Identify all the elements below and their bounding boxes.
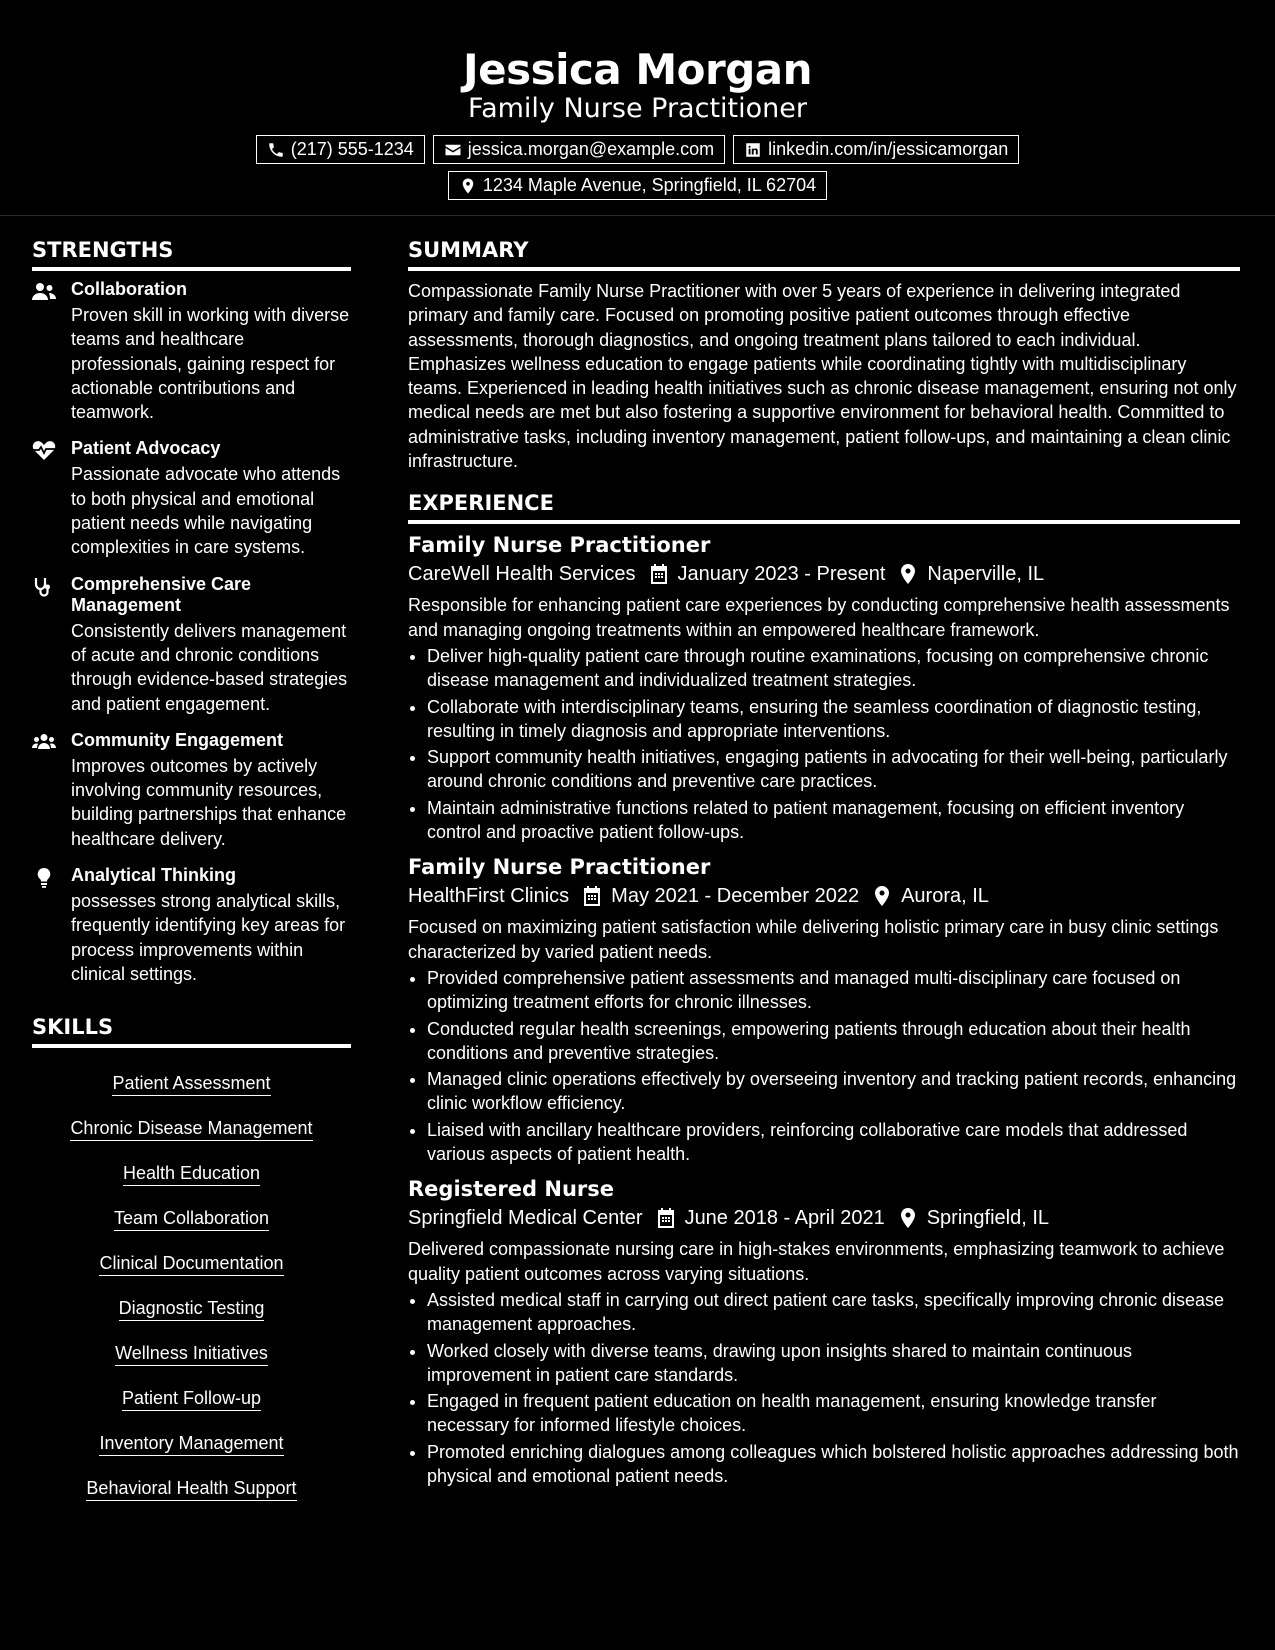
- email-contact[interactable]: [433, 135, 725, 164]
- right-column: [408, 235, 1240, 1498]
- job-bullet: • Worked closely with diverse teams, drawing upon insights shared to maintain continuous improvement in patient care standards.: [427, 1339, 1240, 1388]
- job-bullet: • Collaborate with interdisciplinary teams, ensuring the seamless coordination of diagnostic testing, resulting in timely diagnosis and appropriate interventions.: [427, 695, 1240, 744]
- address-contact[interactable]: [448, 171, 827, 200]
- users-icon: [32, 282, 56, 302]
- stethoscope-icon: [32, 577, 56, 597]
- phone-icon: [267, 141, 285, 159]
- people-group-icon: [32, 733, 56, 753]
- strength-title: Analytical Thinking: [71, 865, 237, 886]
- job-bullet: • Provided comprehensive patient assessments and managed multi-disciplinary care focused on optimizing treatment efforts for chronic illnesses.: [427, 966, 1240, 1015]
- candidate-name: Jessica Morgan: [462, 45, 813, 94]
- map-pin-icon: [899, 564, 917, 584]
- job-description: Focused on maximizing patient satisfaction while delivering holistic primary care in busy clinic settings characterized by varied patient needs.: [408, 917, 1219, 962]
- linkedin-text: linkedin.com/in/jessicamorgan: [768, 139, 1009, 159]
- job-bullets: [408, 1288, 1240, 1488]
- job-meta: [408, 1202, 1240, 1234]
- job-dates: January 2023 - Present: [677, 563, 886, 586]
- skills-heading: SKILLS: [32, 1012, 351, 1048]
- skill-tag: Health Education: [123, 1162, 260, 1186]
- job-description: Delivered compassionate nursing care in high-stakes environments, emphasizing teamwork to achieve quality patient outcomes across varying situations.: [408, 1239, 1225, 1284]
- skill-tag: Clinical Documentation: [99, 1252, 283, 1276]
- linkedin-contact[interactable]: [733, 135, 1019, 164]
- phone-contact[interactable]: [256, 135, 425, 164]
- calendar-icon: [650, 564, 668, 584]
- strength-item: [32, 865, 351, 986]
- job-bullet: • Liaised with ancillary healthcare providers, reinforcing collaborative care models that addressed various aspects of patient health.: [427, 1118, 1240, 1167]
- envelope-icon: [444, 141, 462, 159]
- summary-heading: SUMMARY: [408, 235, 1240, 271]
- strength-title: Community Engagement: [71, 729, 284, 750]
- skill-tag: Patient Assessment: [112, 1072, 270, 1096]
- strength-title: Collaboration: [71, 279, 187, 299]
- job-location: Springfield, IL: [926, 1207, 1050, 1230]
- strengths-heading: STRENGTHS: [32, 235, 351, 271]
- summary-text: Compassionate Family Nurse Practitioner with over 5 years of experience in delivering integrated primary and family care. Focused on promoting positive patient outcomes through effective assessments, thorough diagnostics, and ongoing treatment plans tailored to each individual. Emphasizes wellness education to engage patients while coordinating tightly with multidisciplinary teams. Experienced in leading health initiatives such as chronic disease management, ensuring not only medical needs are met but also fostering a supportive environment for behavioral health. Committed to administrative tasks, including inventory management, patient follow-ups, and maintaining a clean clinic infrastructure.: [408, 281, 1237, 472]
- skills-list: [32, 1056, 351, 1506]
- strength-item: [32, 730, 351, 851]
- left-column: [32, 235, 351, 1506]
- job-entry: [408, 1176, 1240, 1488]
- job-company: HealthFirst Clinics: [408, 885, 570, 908]
- strength-desc: Proven skill in working with diverse teams and healthcare professionals, gaining respect for actionable contributions and teamwork.: [71, 305, 350, 423]
- strength-title: Comprehensive Care Management: [71, 573, 252, 615]
- job-entry: [408, 532, 1240, 844]
- job-company: Springfield Medical Center: [408, 1207, 643, 1230]
- job-dates: May 2021 - December 2022: [611, 885, 860, 908]
- lightbulb-icon: [32, 868, 56, 888]
- job-bullet: • Assisted medical staff in carrying out direct patient care tasks, specifically improving chronic disease management approaches.: [427, 1288, 1240, 1337]
- strength-desc: Passionate advocate who attends to both physical and emotional patient needs while navigating complexities in care systems.: [71, 464, 341, 558]
- job-meta: [408, 880, 1240, 912]
- strength-desc: possesses strong analytical skills, frequently identifying key areas for process improvements within clinical settings.: [71, 891, 346, 984]
- skill-tag: Wellness Initiatives: [115, 1342, 268, 1366]
- skill-tag: Behavioral Health Support: [86, 1477, 296, 1501]
- calendar-icon: [657, 1208, 675, 1228]
- email-text: jessica.morgan@example.com: [467, 139, 715, 159]
- job-meta: [408, 558, 1240, 590]
- strength-desc: Consistently delivers management of acute and chronic conditions through evidence-based strategies and patient engagement.: [71, 620, 348, 714]
- skill-tag: Diagnostic Testing: [119, 1297, 265, 1321]
- job-title: Family Nurse Practitioner: [408, 533, 711, 558]
- job-bullet: • Support community health initiatives, engaging patients in advocating for their well-being, particularly around chronic conditions and preventive care practices.: [427, 745, 1240, 794]
- job-bullet: • Maintain administrative functions related to patient management, focusing on efficient inventory control and proactive patient follow-ups.: [427, 796, 1240, 845]
- job-location: Aurora, IL: [901, 885, 989, 908]
- skill-tag: Chronic Disease Management: [70, 1117, 312, 1141]
- job-title: Registered Nurse: [408, 1177, 614, 1202]
- heartbeat-icon: [32, 441, 56, 461]
- contact-row: [0, 135, 1275, 164]
- calendar-icon: [583, 886, 601, 906]
- map-pin-icon: [899, 1208, 917, 1228]
- contact-row-2: [0, 171, 1275, 200]
- resume-header: [0, 0, 1275, 216]
- job-bullet: • Engaged in frequent patient education on health management, ensuring knowledge transfer necessary for informed lifestyle choices.: [427, 1389, 1240, 1438]
- strength-desc: Improves outcomes by actively involving community resources, building partnerships that enhance healthcare delivery.: [71, 755, 347, 849]
- strength-title: Patient Advocacy: [71, 438, 221, 459]
- strength-item: [32, 438, 351, 559]
- job-location: Naperville, IL: [927, 563, 1045, 586]
- job-description: Responsible for enhancing patient care experiences by conducting comprehensive health assessments and managing ongoing treatments within an empowered healthcare framework.: [408, 595, 1230, 640]
- job-bullet: • Promoted enriching dialogues among colleagues which bolstered holistic approaches addressing both physical and emotional patient needs.: [427, 1440, 1240, 1489]
- phone-text: (217) 555-1234: [290, 139, 414, 159]
- strength-item: [32, 574, 351, 716]
- address-text: 1234 Maple Avenue, Springfield, IL 62704: [482, 175, 817, 195]
- experience-heading: EXPERIENCE: [408, 488, 1240, 524]
- job-bullets: [408, 966, 1240, 1166]
- job-title: Family Nurse Practitioner: [408, 855, 711, 880]
- map-pin-icon: [873, 886, 891, 906]
- linkedin-icon: [744, 141, 762, 159]
- job-company: CareWell Health Services: [408, 563, 636, 586]
- skill-tag: Patient Follow-up: [122, 1387, 261, 1411]
- skill-tag: Team Collaboration: [114, 1207, 269, 1231]
- strength-item: [32, 279, 351, 424]
- map-pin-icon: [459, 177, 477, 195]
- job-bullets: [408, 644, 1240, 844]
- job-entry: [408, 854, 1240, 1166]
- skill-tag: Inventory Management: [99, 1432, 283, 1456]
- job-bullet: • Conducted regular health screenings, empowering patients through education about their health conditions and preventive strategies.: [427, 1017, 1240, 1066]
- job-bullet: • Deliver high-quality patient care through routine examinations, focusing on comprehensive chronic disease management and individualized treatment strategies.: [427, 644, 1240, 693]
- job-bullet: • Managed clinic operations effectively by overseeing inventory and tracking patient records, enhancing clinic workflow efficiency.: [427, 1067, 1240, 1116]
- candidate-title: Family Nurse Practitioner: [468, 93, 807, 124]
- job-dates: June 2018 - April 2021: [684, 1207, 885, 1230]
